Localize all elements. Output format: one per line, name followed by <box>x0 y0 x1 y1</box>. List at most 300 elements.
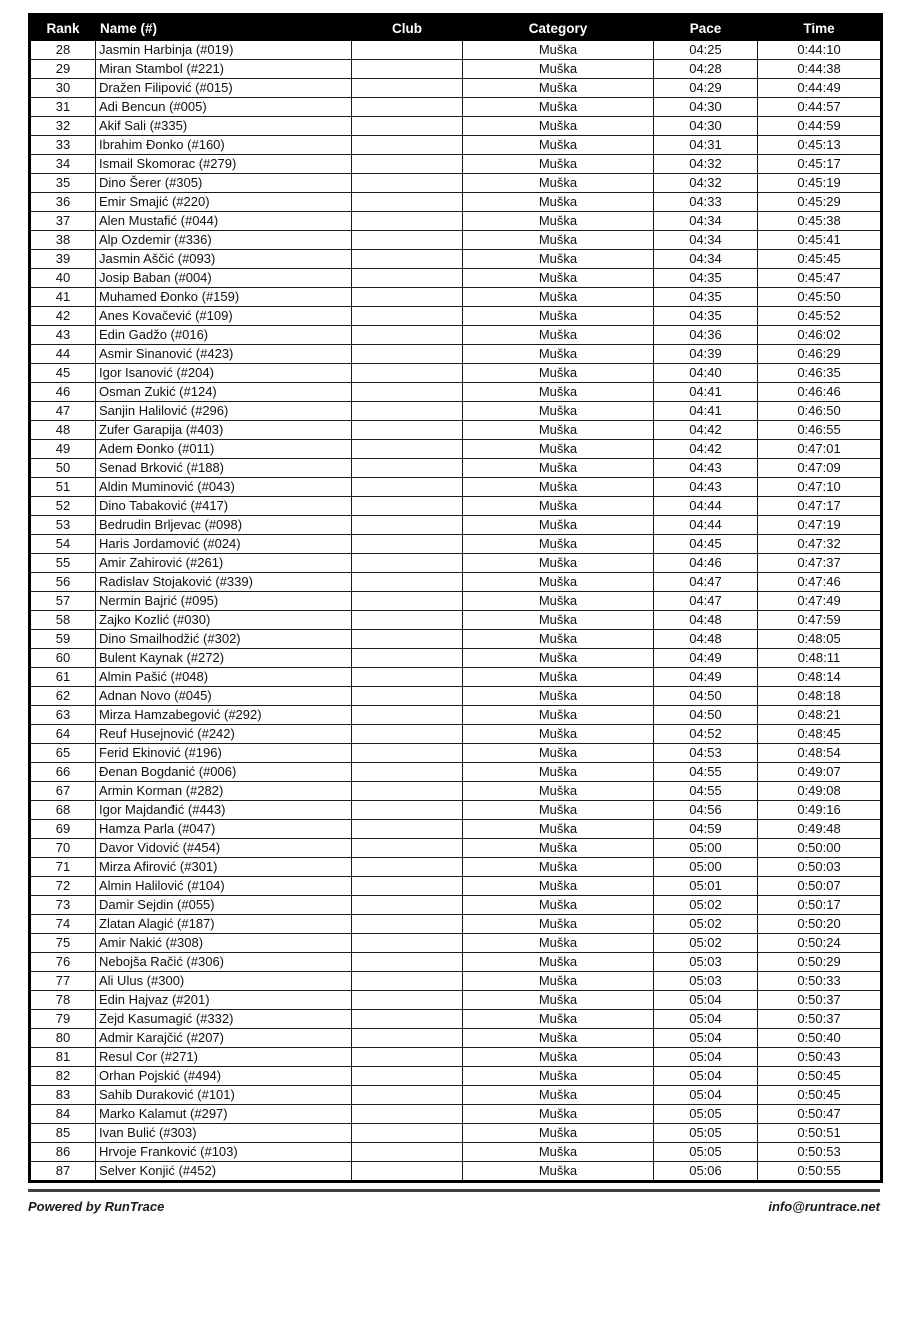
rank-cell: 58 <box>30 611 96 630</box>
rank-cell: 67 <box>30 782 96 801</box>
name-cell: Hamza Parla (#047) <box>96 820 352 839</box>
category-cell: Muška <box>463 288 654 307</box>
time-cell: 0:47:46 <box>758 573 882 592</box>
pace-cell: 04:55 <box>654 782 758 801</box>
table-row <box>30 915 882 934</box>
table-row <box>30 1029 882 1048</box>
name-cell: Orhan Pojskić (#494) <box>96 1067 352 1086</box>
name-cell: Davor Vidović (#454) <box>96 839 352 858</box>
category-cell: Muška <box>463 79 654 98</box>
category-cell: Muška <box>463 117 654 136</box>
rank-cell: 28 <box>30 41 96 60</box>
club-cell <box>352 858 463 877</box>
rank-cell: 62 <box>30 687 96 706</box>
time-cell: 0:46:46 <box>758 383 882 402</box>
table-row <box>30 212 882 231</box>
pace-cell: 04:44 <box>654 516 758 535</box>
name-cell: Damir Sejdin (#055) <box>96 896 352 915</box>
name-cell: Senad Brković (#188) <box>96 459 352 478</box>
time-cell: 0:45:50 <box>758 288 882 307</box>
pace-cell: 04:49 <box>654 668 758 687</box>
rank-cell: 63 <box>30 706 96 725</box>
category-cell: Muška <box>463 668 654 687</box>
time-cell: 0:50:17 <box>758 896 882 915</box>
category-cell: Muška <box>463 269 654 288</box>
name-cell: Mirza Afirović (#301) <box>96 858 352 877</box>
time-cell: 0:46:55 <box>758 421 882 440</box>
club-cell <box>352 288 463 307</box>
category-cell: Muška <box>463 345 654 364</box>
rank-cell: 56 <box>30 573 96 592</box>
time-cell: 0:49:07 <box>758 763 882 782</box>
club-cell <box>352 573 463 592</box>
time-cell: 0:48:05 <box>758 630 882 649</box>
category-cell: Muška <box>463 250 654 269</box>
rank-cell: 54 <box>30 535 96 554</box>
pace-cell: 04:36 <box>654 326 758 345</box>
rank-cell: 53 <box>30 516 96 535</box>
club-cell <box>352 1105 463 1124</box>
category-cell: Muška <box>463 858 654 877</box>
name-cell: Đenan Bogdanić (#006) <box>96 763 352 782</box>
pace-cell: 04:42 <box>654 440 758 459</box>
table-row <box>30 288 882 307</box>
name-cell: Ivan Bulić (#303) <box>96 1124 352 1143</box>
club-cell <box>352 117 463 136</box>
club-cell <box>352 364 463 383</box>
rank-cell: 80 <box>30 1029 96 1048</box>
category-cell: Muška <box>463 763 654 782</box>
club-cell <box>352 630 463 649</box>
table-row <box>30 155 882 174</box>
category-cell: Muška <box>463 972 654 991</box>
table-row <box>30 41 882 60</box>
category-cell: Muška <box>463 915 654 934</box>
club-cell <box>352 839 463 858</box>
category-cell: Muška <box>463 535 654 554</box>
time-cell: 0:45:38 <box>758 212 882 231</box>
category-cell: Muška <box>463 611 654 630</box>
name-cell: Nebojša Račić (#306) <box>96 953 352 972</box>
category-cell: Muška <box>463 820 654 839</box>
rank-cell: 35 <box>30 174 96 193</box>
table-row <box>30 687 882 706</box>
table-row <box>30 592 882 611</box>
pace-cell: 04:43 <box>654 459 758 478</box>
table-row <box>30 877 882 896</box>
time-cell: 0:48:11 <box>758 649 882 668</box>
pace-cell: 04:55 <box>654 763 758 782</box>
club-cell <box>352 782 463 801</box>
header-row <box>30 15 882 41</box>
name-cell: Akif Sali (#335) <box>96 117 352 136</box>
table-row <box>30 991 882 1010</box>
rank-cell: 34 <box>30 155 96 174</box>
rank-cell: 66 <box>30 763 96 782</box>
rank-cell: 78 <box>30 991 96 1010</box>
club-cell <box>352 193 463 212</box>
table-row <box>30 782 882 801</box>
category-cell: Muška <box>463 1162 654 1182</box>
name-cell: Osman Zukić (#124) <box>96 383 352 402</box>
table-row <box>30 250 882 269</box>
category-cell: Muška <box>463 1029 654 1048</box>
rank-cell: 86 <box>30 1143 96 1162</box>
time-cell: 0:49:48 <box>758 820 882 839</box>
time-cell: 0:50:47 <box>758 1105 882 1124</box>
time-cell: 0:50:03 <box>758 858 882 877</box>
pace-cell: 05:01 <box>654 877 758 896</box>
results-header <box>30 15 882 41</box>
rank-cell: 59 <box>30 630 96 649</box>
club-cell <box>352 725 463 744</box>
time-cell: 0:46:50 <box>758 402 882 421</box>
time-cell: 0:45:29 <box>758 193 882 212</box>
pace-cell: 04:28 <box>654 60 758 79</box>
club-cell <box>352 1048 463 1067</box>
table-row <box>30 269 882 288</box>
rank-cell: 39 <box>30 250 96 269</box>
time-cell: 0:50:07 <box>758 877 882 896</box>
table-row <box>30 611 882 630</box>
table-row <box>30 839 882 858</box>
club-cell <box>352 231 463 250</box>
name-cell: Sahib Duraković (#101) <box>96 1086 352 1105</box>
rank-cell: 45 <box>30 364 96 383</box>
rank-cell: 76 <box>30 953 96 972</box>
pace-cell: 04:25 <box>654 41 758 60</box>
rank-cell: 85 <box>30 1124 96 1143</box>
category-cell: Muška <box>463 98 654 117</box>
club-cell <box>352 326 463 345</box>
category-cell: Muška <box>463 991 654 1010</box>
club-cell <box>352 60 463 79</box>
club-cell <box>352 383 463 402</box>
pace-cell: 04:32 <box>654 174 758 193</box>
club-cell <box>352 155 463 174</box>
name-cell: Marko Kalamut (#297) <box>96 1105 352 1124</box>
category-cell: Muška <box>463 212 654 231</box>
pace-cell: 04:34 <box>654 250 758 269</box>
name-cell: Edin Hajvaz (#201) <box>96 991 352 1010</box>
name-cell: Jasmin Aščić (#093) <box>96 250 352 269</box>
rank-cell: 77 <box>30 972 96 991</box>
rank-cell: 55 <box>30 554 96 573</box>
pace-cell: 04:42 <box>654 421 758 440</box>
column-header-category: Category <box>463 15 654 41</box>
pace-cell: 04:48 <box>654 630 758 649</box>
time-cell: 0:49:08 <box>758 782 882 801</box>
table-row <box>30 136 882 155</box>
time-cell: 0:50:40 <box>758 1029 882 1048</box>
category-cell: Muška <box>463 1105 654 1124</box>
rank-cell: 38 <box>30 231 96 250</box>
rank-cell: 72 <box>30 877 96 896</box>
name-cell: Radislav Stojaković (#339) <box>96 573 352 592</box>
club-cell <box>352 668 463 687</box>
table-row <box>30 326 882 345</box>
time-cell: 0:47:37 <box>758 554 882 573</box>
name-cell: Asmir Sinanović (#423) <box>96 345 352 364</box>
club-cell <box>352 706 463 725</box>
pace-cell: 04:48 <box>654 611 758 630</box>
pace-cell: 04:30 <box>654 98 758 117</box>
rank-cell: 43 <box>30 326 96 345</box>
rank-cell: 46 <box>30 383 96 402</box>
table-row <box>30 801 882 820</box>
rank-cell: 57 <box>30 592 96 611</box>
pace-cell: 05:00 <box>654 858 758 877</box>
table-row <box>30 972 882 991</box>
time-cell: 0:47:32 <box>758 535 882 554</box>
page-footer <box>28 1189 880 1214</box>
category-cell: Muška <box>463 630 654 649</box>
time-cell: 0:45:52 <box>758 307 882 326</box>
time-cell: 0:47:49 <box>758 592 882 611</box>
name-cell: Miran Stambol (#221) <box>96 60 352 79</box>
time-cell: 0:44:57 <box>758 98 882 117</box>
category-cell: Muška <box>463 231 654 250</box>
name-cell: Zajko Kozlić (#030) <box>96 611 352 630</box>
category-cell: Muška <box>463 174 654 193</box>
pace-cell: 04:43 <box>654 478 758 497</box>
category-cell: Muška <box>463 877 654 896</box>
table-row <box>30 345 882 364</box>
rank-cell: 30 <box>30 79 96 98</box>
pace-cell: 05:05 <box>654 1124 758 1143</box>
table-row <box>30 117 882 136</box>
time-cell: 0:45:13 <box>758 136 882 155</box>
time-cell: 0:50:53 <box>758 1143 882 1162</box>
rank-cell: 60 <box>30 649 96 668</box>
rank-cell: 36 <box>30 193 96 212</box>
table-row <box>30 516 882 535</box>
table-row <box>30 421 882 440</box>
category-cell: Muška <box>463 573 654 592</box>
rank-cell: 37 <box>30 212 96 231</box>
club-cell <box>352 801 463 820</box>
pace-cell: 05:02 <box>654 915 758 934</box>
category-cell: Muška <box>463 782 654 801</box>
table-row <box>30 98 882 117</box>
club-cell <box>352 649 463 668</box>
category-cell: Muška <box>463 592 654 611</box>
name-cell: Ibrahim Đonko (#160) <box>96 136 352 155</box>
time-cell: 0:50:37 <box>758 991 882 1010</box>
name-cell: Zlatan Alagić (#187) <box>96 915 352 934</box>
name-cell: Amir Nakić (#308) <box>96 934 352 953</box>
pace-cell: 04:29 <box>654 79 758 98</box>
name-cell: Igor Isanović (#204) <box>96 364 352 383</box>
name-cell: Dražen Filipović (#015) <box>96 79 352 98</box>
club-cell <box>352 98 463 117</box>
pace-cell: 05:04 <box>654 991 758 1010</box>
name-cell: Dino Smailhodžić (#302) <box>96 630 352 649</box>
time-cell: 0:50:33 <box>758 972 882 991</box>
pace-cell: 04:32 <box>654 155 758 174</box>
category-cell: Muška <box>463 402 654 421</box>
pace-cell: 04:35 <box>654 288 758 307</box>
club-cell <box>352 820 463 839</box>
time-cell: 0:47:17 <box>758 497 882 516</box>
club-cell <box>352 953 463 972</box>
time-cell: 0:46:35 <box>758 364 882 383</box>
table-row <box>30 649 882 668</box>
pace-cell: 04:39 <box>654 345 758 364</box>
club-cell <box>352 915 463 934</box>
pace-cell: 04:33 <box>654 193 758 212</box>
category-cell: Muška <box>463 155 654 174</box>
rank-cell: 32 <box>30 117 96 136</box>
category-cell: Muška <box>463 421 654 440</box>
rank-cell: 42 <box>30 307 96 326</box>
category-cell: Muška <box>463 1086 654 1105</box>
name-cell: Selver Konjić (#452) <box>96 1162 352 1182</box>
time-cell: 0:44:10 <box>758 41 882 60</box>
pace-cell: 05:04 <box>654 1010 758 1029</box>
name-cell: Haris Jordamović (#024) <box>96 535 352 554</box>
club-cell <box>352 136 463 155</box>
pace-cell: 04:49 <box>654 649 758 668</box>
name-cell: Adi Bencun (#005) <box>96 98 352 117</box>
club-cell <box>352 1029 463 1048</box>
rank-cell: 70 <box>30 839 96 858</box>
name-cell: Zufer Garapija (#403) <box>96 421 352 440</box>
pace-cell: 04:56 <box>654 801 758 820</box>
category-cell: Muška <box>463 896 654 915</box>
pace-cell: 04:41 <box>654 383 758 402</box>
rank-cell: 52 <box>30 497 96 516</box>
club-cell <box>352 174 463 193</box>
club-cell <box>352 440 463 459</box>
category-cell: Muška <box>463 649 654 668</box>
table-row <box>30 364 882 383</box>
club-cell <box>352 402 463 421</box>
rank-cell: 31 <box>30 98 96 117</box>
column-header-pace: Pace <box>654 15 758 41</box>
rank-cell: 51 <box>30 478 96 497</box>
name-cell: Emir Smajić (#220) <box>96 193 352 212</box>
table-row <box>30 706 882 725</box>
pace-cell: 04:46 <box>654 554 758 573</box>
table-row <box>30 820 882 839</box>
time-cell: 0:47:59 <box>758 611 882 630</box>
table-row <box>30 668 882 687</box>
time-cell: 0:50:29 <box>758 953 882 972</box>
name-cell: Mirza Hamzabegović (#292) <box>96 706 352 725</box>
rank-cell: 71 <box>30 858 96 877</box>
category-cell: Muška <box>463 706 654 725</box>
club-cell <box>352 991 463 1010</box>
club-cell <box>352 1124 463 1143</box>
time-cell: 0:45:47 <box>758 269 882 288</box>
club-cell <box>352 744 463 763</box>
time-cell: 0:48:14 <box>758 668 882 687</box>
club-cell <box>352 497 463 516</box>
category-cell: Muška <box>463 60 654 79</box>
name-cell: Amir Zahirović (#261) <box>96 554 352 573</box>
name-cell: Alen Mustafić (#044) <box>96 212 352 231</box>
name-cell: Bulent Kaynak (#272) <box>96 649 352 668</box>
club-cell <box>352 934 463 953</box>
table-row <box>30 953 882 972</box>
time-cell: 0:48:45 <box>758 725 882 744</box>
column-header-name: Name (#) <box>96 15 352 41</box>
name-cell: Zejd Kasumagić (#332) <box>96 1010 352 1029</box>
pace-cell: 04:44 <box>654 497 758 516</box>
pace-cell: 05:05 <box>654 1143 758 1162</box>
name-cell: Alp Ozdemir (#336) <box>96 231 352 250</box>
pace-cell: 04:35 <box>654 307 758 326</box>
pace-cell: 04:41 <box>654 402 758 421</box>
time-cell: 0:44:38 <box>758 60 882 79</box>
name-cell: Igor Majdanđić (#443) <box>96 801 352 820</box>
category-cell: Muška <box>463 953 654 972</box>
name-cell: Reuf Husejnović (#242) <box>96 725 352 744</box>
time-cell: 0:48:18 <box>758 687 882 706</box>
pace-cell: 04:53 <box>654 744 758 763</box>
rank-cell: 84 <box>30 1105 96 1124</box>
club-cell <box>352 421 463 440</box>
rank-cell: 50 <box>30 459 96 478</box>
table-row <box>30 440 882 459</box>
rank-cell: 40 <box>30 269 96 288</box>
pace-cell: 04:35 <box>654 269 758 288</box>
rank-cell: 64 <box>30 725 96 744</box>
name-cell: Jasmin Harbinja (#019) <box>96 41 352 60</box>
name-cell: Bedrudin Brljevac (#098) <box>96 516 352 535</box>
time-cell: 0:47:19 <box>758 516 882 535</box>
pace-cell: 04:50 <box>654 687 758 706</box>
table-row <box>30 1162 882 1182</box>
pace-cell: 05:05 <box>654 1105 758 1124</box>
name-cell: Dino Šerer (#305) <box>96 174 352 193</box>
time-cell: 0:45:45 <box>758 250 882 269</box>
time-cell: 0:49:16 <box>758 801 882 820</box>
club-cell <box>352 459 463 478</box>
column-header-club: Club <box>352 15 463 41</box>
results-body <box>30 41 882 1182</box>
table-row <box>30 858 882 877</box>
category-cell: Muška <box>463 136 654 155</box>
club-cell <box>352 763 463 782</box>
table-row <box>30 231 882 250</box>
table-row <box>30 1143 882 1162</box>
table-row <box>30 630 882 649</box>
category-cell: Muška <box>463 801 654 820</box>
name-cell: Adnan Novo (#045) <box>96 687 352 706</box>
pace-cell: 04:59 <box>654 820 758 839</box>
time-cell: 0:45:17 <box>758 155 882 174</box>
club-cell <box>352 1143 463 1162</box>
table-row <box>30 383 882 402</box>
rank-cell: 87 <box>30 1162 96 1182</box>
club-cell <box>352 972 463 991</box>
category-cell: Muška <box>463 383 654 402</box>
pace-cell: 05:00 <box>654 839 758 858</box>
pace-cell: 04:50 <box>654 706 758 725</box>
table-row <box>30 459 882 478</box>
category-cell: Muška <box>463 516 654 535</box>
table-row <box>30 725 882 744</box>
table-row <box>30 744 882 763</box>
rank-cell: 47 <box>30 402 96 421</box>
table-row <box>30 1105 882 1124</box>
club-cell <box>352 592 463 611</box>
club-cell <box>352 516 463 535</box>
club-cell <box>352 535 463 554</box>
column-header-time: Time <box>758 15 882 41</box>
